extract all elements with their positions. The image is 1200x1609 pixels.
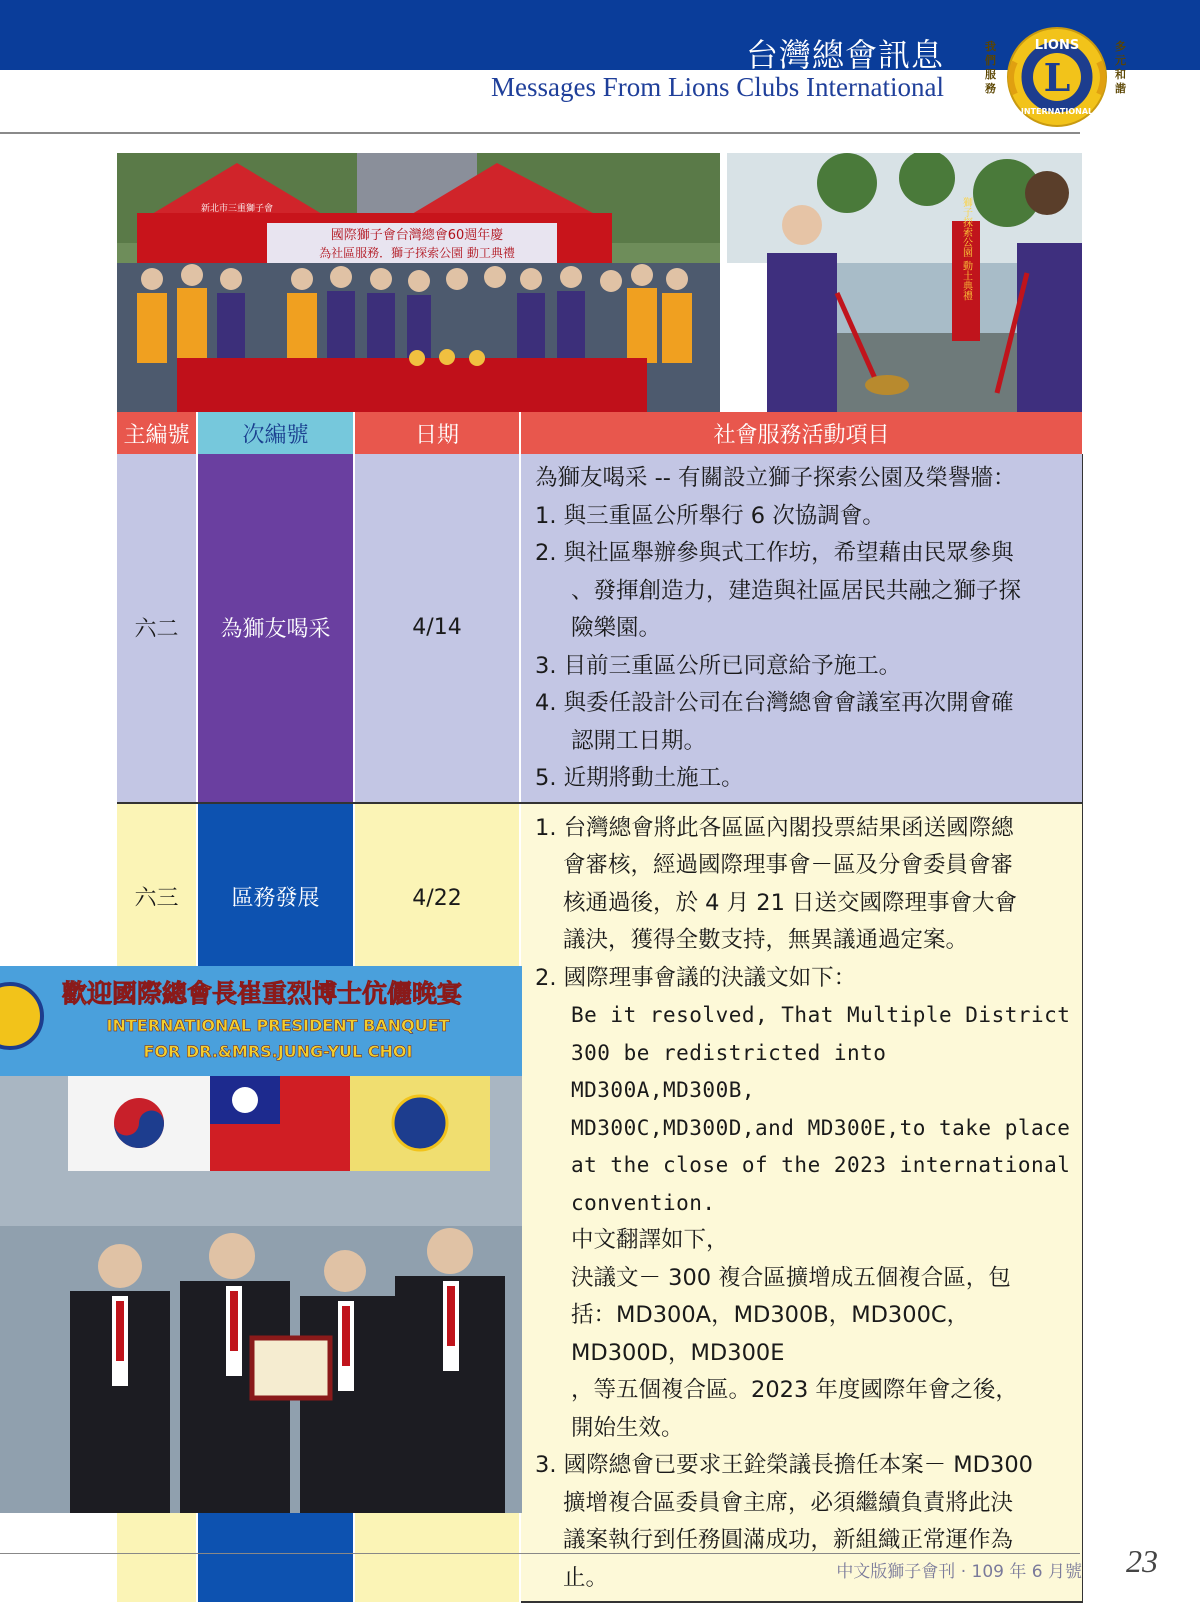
activity-line: 擴增複合區委員會主席，必須繼續負責將此決	[563, 1489, 1014, 1516]
activity-line: 險樂園。	[571, 615, 662, 641]
activity-line: 、發揮創造力，建造與社區居民共融之獅子探	[571, 577, 1022, 604]
banner-line-1: 國際獅子會台灣總會60週年慶	[330, 228, 504, 243]
banquet-title-en-2: FOR DR.&MRS.JUNG-YUL CHOI	[143, 1042, 413, 1061]
activity-line: 2. 國際理事會議的決議文如下：	[535, 964, 857, 991]
footer-divider	[0, 1553, 1080, 1554]
header-divider	[0, 132, 1080, 134]
groundbreaking-sign: 獅子探索公園 動土典禮	[960, 197, 972, 301]
activity-line: 3. 目前三重區公所已同意給予施工。	[535, 652, 902, 679]
row-date-text: 4/22	[412, 885, 462, 911]
column-header-activity: 社會服務活動項目	[520, 412, 1082, 454]
activity-line: 議決，獲得全數支持，無異議通過定案。	[563, 927, 969, 953]
column-header-sub-no: 次編號	[197, 412, 354, 454]
activity-line: convention.	[571, 1190, 716, 1215]
table-row	[117, 454, 1082, 803]
row-activity	[520, 803, 1082, 1603]
header-title-en: Messages From Lions Clubs International	[491, 72, 944, 102]
header-title-cn: 台灣總會訊息	[745, 36, 944, 74]
activity-line: 議案執行到任務圓滿成功，新組織正常運作為	[563, 1527, 1014, 1553]
logo-left-text: 我們服務	[985, 40, 996, 95]
banner-line-2: 為社區服務．獅子探索公園 動工典禮	[319, 246, 515, 260]
logo-top-text: LIONS	[1034, 38, 1080, 53]
activity-line: 3. 國際總會已要求王銓榮議長擔任本案－ MD300	[535, 1452, 1033, 1478]
activity-line: 決議文－ 300 複合區擴增成五個複合區，包	[571, 1264, 1011, 1291]
row-activity	[520, 454, 1082, 803]
activity-line: 300 be redistricted into MD300A,MD300B,	[571, 1040, 887, 1102]
lions-logo	[985, 22, 1129, 132]
activity-line: 2. 與社區舉辦參與式工作坊，希望藉由民眾參與	[535, 540, 1014, 566]
activity-line: 5. 近期將動土施工。	[535, 765, 744, 791]
column-header-main-no: 主編號	[117, 412, 197, 454]
row-sub-no-text: 區務發展	[231, 885, 320, 911]
activity-line: 核通過後，於 4 月 21 日送交國際理事會大會	[563, 889, 1018, 916]
table-header-row	[117, 412, 1082, 454]
tent-text: 新北市三重獅子會	[200, 204, 274, 214]
activity-line: 括：MD300A，MD300B，MD300C，MD300D，MD300E	[571, 1302, 970, 1366]
activity-line: 1. 與三重區公所舉行 6 次協調會。	[535, 502, 885, 529]
ceremony-photo	[117, 153, 720, 412]
logo-right-text: 多元和諧	[1115, 40, 1126, 95]
activity-line: 中文翻譯如下，	[571, 1227, 729, 1253]
row-sub-no: 為獅友喝采	[197, 454, 354, 803]
page-number: 23	[1126, 1543, 1158, 1579]
activity-line: 1. 台灣總會將此各區區內閣投票結果函送國際總	[535, 814, 1014, 841]
groundbreaking-photo	[727, 153, 1082, 412]
activity-line: 4. 與委任設計公司在台灣總會會議室再次開會確	[535, 690, 1014, 716]
row-date: 4/14	[354, 454, 520, 803]
activity-line: 認開工日期。	[571, 727, 707, 754]
banquet-title-cn: 歡迎國際總會長崔重烈博士伉儷晚宴	[61, 979, 463, 1008]
activity-line: Be it resolved, That Multiple District	[571, 1003, 1071, 1027]
lions-emblem-icon	[985, 22, 1129, 132]
activity-line: ，等五個複合區。2023 年度國際年會之後，	[571, 1377, 1018, 1403]
logo-letter: L	[1043, 55, 1071, 100]
activity-line: 開始生效。	[571, 1414, 684, 1441]
activity-line: 會審核，經過國際理事會－區及分會委員會審	[563, 852, 1014, 878]
activity-line: 止。	[563, 1564, 609, 1591]
banquet-title-en-1: INTERNATIONAL PRESIDENT BANQUET	[106, 1016, 450, 1035]
activity-line: at the close of the 2023 international	[571, 1153, 1071, 1177]
column-header-date: 日期	[354, 412, 520, 454]
activity-line: 為獅友喝采 -- 有關設立獅子探索公園及榮譽牆：	[535, 465, 1016, 491]
row-main-no-text: 六三	[134, 885, 179, 911]
activity-line: MD300C,MD300D,and MD300E,to take place	[571, 1115, 1071, 1140]
footer-publication: 中文版獅子會刊 ‧ 109 年 6 月號	[836, 1562, 1082, 1582]
logo-bottom-text: INTERNATIONAL	[1020, 107, 1094, 116]
row-main-no: 六二	[117, 454, 197, 803]
banquet-photo	[0, 966, 522, 1513]
